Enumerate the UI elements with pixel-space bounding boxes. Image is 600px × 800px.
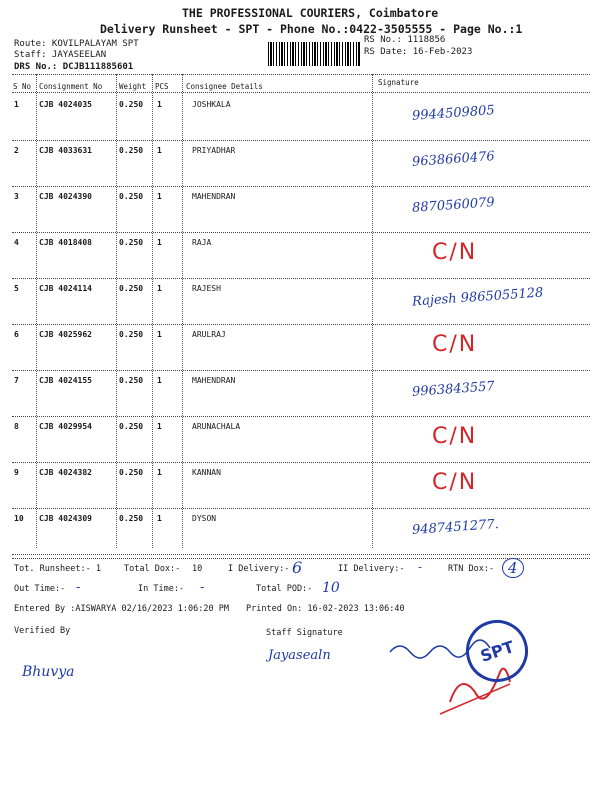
row-divider bbox=[12, 462, 590, 463]
row-pcs: 1 bbox=[157, 514, 162, 523]
barcode bbox=[268, 42, 360, 66]
row-sno: 7 bbox=[14, 376, 19, 385]
row-pcs: 1 bbox=[157, 100, 162, 109]
rs-date: RS Date: 16-Feb-2023 bbox=[364, 47, 473, 57]
row-divider bbox=[12, 186, 590, 187]
row-consignment-no: CJB 4024114 bbox=[39, 284, 92, 293]
rs-number: RS No.: 1118856 bbox=[364, 35, 446, 45]
row-divider bbox=[12, 370, 590, 371]
row-consignment-no: CJB 4029954 bbox=[39, 422, 92, 431]
row-consignee: RAJA bbox=[192, 238, 212, 247]
staff-signature-label: Staff Signature bbox=[266, 628, 343, 638]
row-consignment-no: CJB 4025962 bbox=[39, 330, 92, 339]
row-consignee: RAJESH bbox=[192, 284, 221, 293]
printed-on: Printed On: 16-02-2023 13:06:40 bbox=[246, 604, 405, 614]
row-pcs: 1 bbox=[157, 284, 162, 293]
row-consignee: JOSHKALA bbox=[192, 100, 231, 109]
row-signature: Rajesh 9865055128 bbox=[411, 285, 544, 310]
row-signature: 9944509805 bbox=[411, 103, 496, 124]
staff-signature: Jayasealn bbox=[268, 648, 331, 663]
row-sno: 2 bbox=[14, 146, 19, 155]
table-top-line bbox=[12, 74, 590, 75]
row-consignment-no: CJB 4024382 bbox=[39, 468, 92, 477]
row-sno: 1 bbox=[14, 100, 19, 109]
total-dox-value: 10 bbox=[192, 564, 203, 574]
row-divider bbox=[12, 508, 590, 509]
row-sno: 4 bbox=[14, 238, 19, 247]
row-sno: 6 bbox=[14, 330, 19, 339]
table-header-line bbox=[12, 92, 590, 93]
row-consignee: DYSON bbox=[192, 514, 217, 523]
row-consignee: ARULRAJ bbox=[192, 330, 226, 339]
row-weight: 0.250 bbox=[119, 146, 144, 155]
total-pod-label: Total POD:- bbox=[256, 584, 313, 594]
verified-by: Verified By bbox=[14, 626, 71, 636]
row-signature: 9638660476 bbox=[411, 149, 496, 170]
row-pcs: 1 bbox=[157, 192, 162, 201]
col-divider bbox=[372, 74, 373, 548]
company-name: THE PROFESSIONAL COURIERS, Coimbatore bbox=[182, 6, 439, 20]
col-weight: Weight bbox=[119, 82, 147, 91]
row-pcs: 1 bbox=[157, 468, 162, 477]
i-delivery-value: 6 bbox=[292, 558, 303, 577]
row-consignment-no: CJB 4024155 bbox=[39, 376, 92, 385]
row-consignment-no: CJB 4024035 bbox=[39, 100, 92, 109]
verified-signature: Bhuvya bbox=[22, 664, 75, 680]
row-consignee: MAHENDRAN bbox=[192, 376, 236, 385]
col-signature: Signature bbox=[378, 78, 419, 87]
in-time-value: - bbox=[200, 580, 205, 595]
row-signature: 9963843557 bbox=[411, 379, 496, 400]
col-divider bbox=[182, 74, 183, 548]
staff: Staff: JAYASEELAN bbox=[14, 50, 107, 60]
runsheet-title: Delivery Runsheet - SPT - Phone No.:0422-3505555 - Page No.:1 bbox=[100, 22, 523, 36]
out-time-label: Out Time:- bbox=[14, 584, 66, 594]
row-consignee: MAHENDRAN bbox=[192, 192, 236, 201]
row-weight: 0.250 bbox=[119, 330, 144, 339]
total-pod-value: 10 bbox=[322, 580, 340, 596]
out-time-value: - bbox=[76, 580, 81, 595]
row-cn-mark: C/N bbox=[432, 332, 478, 357]
row-divider bbox=[12, 232, 590, 233]
row-divider bbox=[12, 140, 590, 141]
col-pcs: PCS bbox=[155, 82, 169, 91]
row-divider bbox=[12, 416, 590, 417]
tot-runsheet: Tot. Runsheet:- 1 bbox=[14, 564, 101, 574]
row-consignment-no: CJB 4018408 bbox=[39, 238, 92, 247]
row-signature: 8870560079 bbox=[411, 195, 496, 216]
row-cn-mark: C/N bbox=[432, 424, 478, 449]
row-pcs: 1 bbox=[157, 422, 162, 431]
row-cn-mark: C/N bbox=[432, 240, 478, 265]
row-consignment-no: CJB 4033631 bbox=[39, 146, 92, 155]
route: Route: KOVILPALAYAM SPT bbox=[14, 39, 139, 49]
row-pcs: 1 bbox=[157, 330, 162, 339]
row-pcs: 1 bbox=[157, 238, 162, 247]
row-weight: 0.250 bbox=[119, 468, 144, 477]
row-divider bbox=[12, 324, 590, 325]
row-weight: 0.250 bbox=[119, 422, 144, 431]
total-dox-label: Total Dox:- bbox=[124, 564, 181, 574]
row-weight: 0.250 bbox=[119, 284, 144, 293]
row-consignment-no: CJB 4024390 bbox=[39, 192, 92, 201]
row-sno: 9 bbox=[14, 468, 19, 477]
row-cn-mark: C/N bbox=[432, 470, 478, 495]
row-sno: 10 bbox=[14, 514, 24, 523]
rtn-dox-label: RTN Dox:- bbox=[448, 564, 495, 574]
col-consignee: Consignee Details bbox=[186, 82, 263, 91]
col-divider bbox=[152, 74, 153, 548]
ii-delivery-value: - bbox=[418, 560, 423, 574]
col-sno: S No bbox=[13, 82, 32, 91]
ii-delivery-label: II Delivery:- bbox=[338, 564, 405, 574]
drs-number: DRS No.: DCJB111885601 bbox=[14, 62, 134, 72]
i-delivery-label: I Delivery:- bbox=[228, 564, 290, 574]
spt-stamp: SPT bbox=[458, 612, 536, 690]
row-divider bbox=[12, 554, 590, 555]
col-divider bbox=[36, 74, 37, 548]
row-divider bbox=[12, 278, 590, 279]
row-weight: 0.250 bbox=[119, 376, 144, 385]
row-pcs: 1 bbox=[157, 146, 162, 155]
row-weight: 0.250 bbox=[119, 238, 144, 247]
row-sno: 8 bbox=[14, 422, 19, 431]
row-weight: 0.250 bbox=[119, 100, 144, 109]
rtn-dox-value: 4 bbox=[502, 558, 524, 578]
row-consignee: PRIYADHAR bbox=[192, 146, 236, 155]
row-weight: 0.250 bbox=[119, 514, 144, 523]
in-time-label: In Time:- bbox=[138, 584, 185, 594]
row-weight: 0.250 bbox=[119, 192, 144, 201]
col-consignment: Consignment No bbox=[39, 82, 103, 91]
col-divider bbox=[116, 74, 117, 548]
row-consignee: ARUNACHALA bbox=[192, 422, 241, 431]
row-consignment-no: CJB 4024309 bbox=[39, 514, 92, 523]
row-consignee: KANNAN bbox=[192, 468, 221, 477]
row-sno: 5 bbox=[14, 284, 19, 293]
entered-by: Entered By :AISWARYA 02/16/2023 1:06:20 PM bbox=[14, 604, 229, 614]
row-sno: 3 bbox=[14, 192, 19, 201]
row-pcs: 1 bbox=[157, 376, 162, 385]
row-signature: 9487451277. bbox=[411, 516, 500, 539]
